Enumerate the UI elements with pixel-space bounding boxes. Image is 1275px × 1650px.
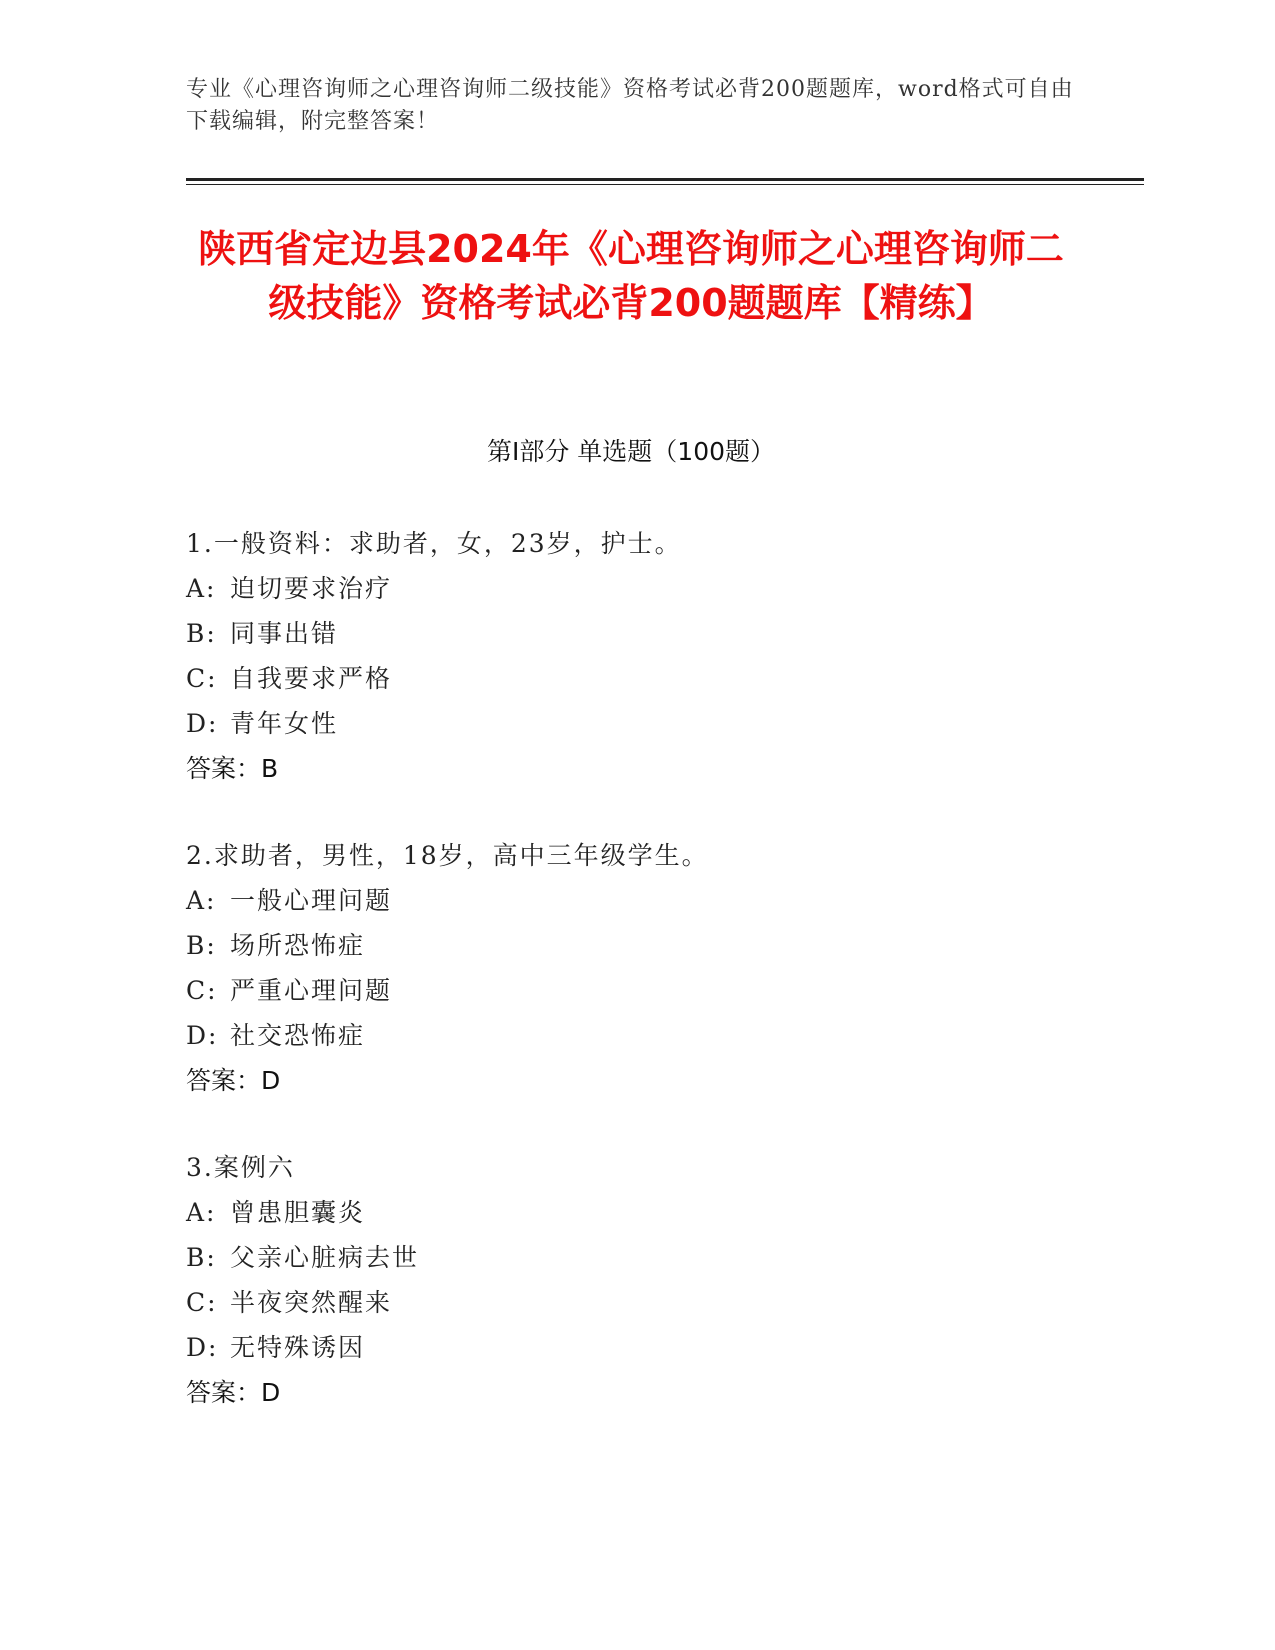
answer-line bbox=[186, 1370, 1076, 1415]
option-text: 同事出错 bbox=[230, 619, 339, 648]
option-text: 曾患胆囊炎 bbox=[230, 1198, 366, 1227]
option-d bbox=[186, 1325, 1076, 1370]
option-key: D: bbox=[186, 1333, 219, 1362]
option-c bbox=[186, 968, 1076, 1013]
option-text: 半夜突然醒来 bbox=[230, 1288, 393, 1317]
question-2 bbox=[186, 833, 1076, 1103]
answer-value: B bbox=[261, 754, 279, 783]
answer-label: 答案： bbox=[186, 754, 262, 783]
answer-line bbox=[186, 1058, 1076, 1103]
option-text: 社交恐怖症 bbox=[230, 1021, 366, 1050]
option-d bbox=[186, 701, 1076, 746]
option-key: B: bbox=[186, 619, 217, 648]
answer-value: D bbox=[261, 1066, 281, 1095]
option-key: C: bbox=[186, 976, 218, 1005]
option-text: 一般心理问题 bbox=[230, 886, 393, 915]
header-rule-thick bbox=[186, 178, 1144, 181]
option-text: 场所恐怖症 bbox=[230, 931, 366, 960]
option-text: 无特殊诱因 bbox=[230, 1333, 366, 1362]
answer-value: D bbox=[261, 1378, 281, 1407]
option-key: D: bbox=[186, 709, 219, 738]
question-3 bbox=[186, 1145, 1076, 1415]
option-b bbox=[186, 611, 1076, 656]
option-text: 父亲心脏病去世 bbox=[230, 1243, 420, 1272]
document-title: 陕西省定边县2024年《心理咨询师之心理咨询师二级技能》资格考试必背200题题库【精练】 bbox=[198, 227, 1064, 325]
option-key: B: bbox=[186, 931, 217, 960]
option-c bbox=[186, 1280, 1076, 1325]
question-stem: 2.求助者，男性，18岁，高中三年级学生。 bbox=[186, 841, 709, 870]
section-title: 第I部分 单选题（100题） bbox=[486, 437, 776, 466]
header-note: 专业《心理咨询师之心理咨询师二级技能》资格考试必背200题题库，word格式可自由下载编辑，附完整答案！ bbox=[186, 77, 1074, 134]
answer-label: 答案： bbox=[186, 1066, 262, 1095]
option-c bbox=[186, 656, 1076, 701]
option-b bbox=[186, 1235, 1076, 1280]
option-text: 严重心理问题 bbox=[230, 976, 393, 1005]
option-key: A: bbox=[186, 1198, 217, 1227]
question-stem: 1.一般资料：求助者，女，23岁，护士。 bbox=[186, 529, 682, 558]
question-stem: 3.案例六 bbox=[186, 1153, 295, 1182]
question-list bbox=[186, 521, 1076, 1457]
option-d bbox=[186, 1013, 1076, 1058]
option-key: A: bbox=[186, 574, 217, 603]
header-rule-thin bbox=[186, 184, 1144, 185]
option-text: 青年女性 bbox=[230, 709, 339, 738]
option-text: 自我要求严格 bbox=[230, 664, 393, 693]
answer-label: 答案： bbox=[186, 1378, 262, 1407]
option-key: D: bbox=[186, 1021, 219, 1050]
option-a bbox=[186, 878, 1076, 923]
option-text: 迫切要求治疗 bbox=[230, 574, 393, 603]
question-1 bbox=[186, 521, 1076, 791]
option-key: C: bbox=[186, 1288, 218, 1317]
option-b bbox=[186, 923, 1076, 968]
answer-line bbox=[186, 746, 1076, 791]
option-key: B: bbox=[186, 1243, 217, 1272]
option-key: A: bbox=[186, 886, 217, 915]
option-a bbox=[186, 1190, 1076, 1235]
option-a bbox=[186, 566, 1076, 611]
option-key: C: bbox=[186, 664, 218, 693]
